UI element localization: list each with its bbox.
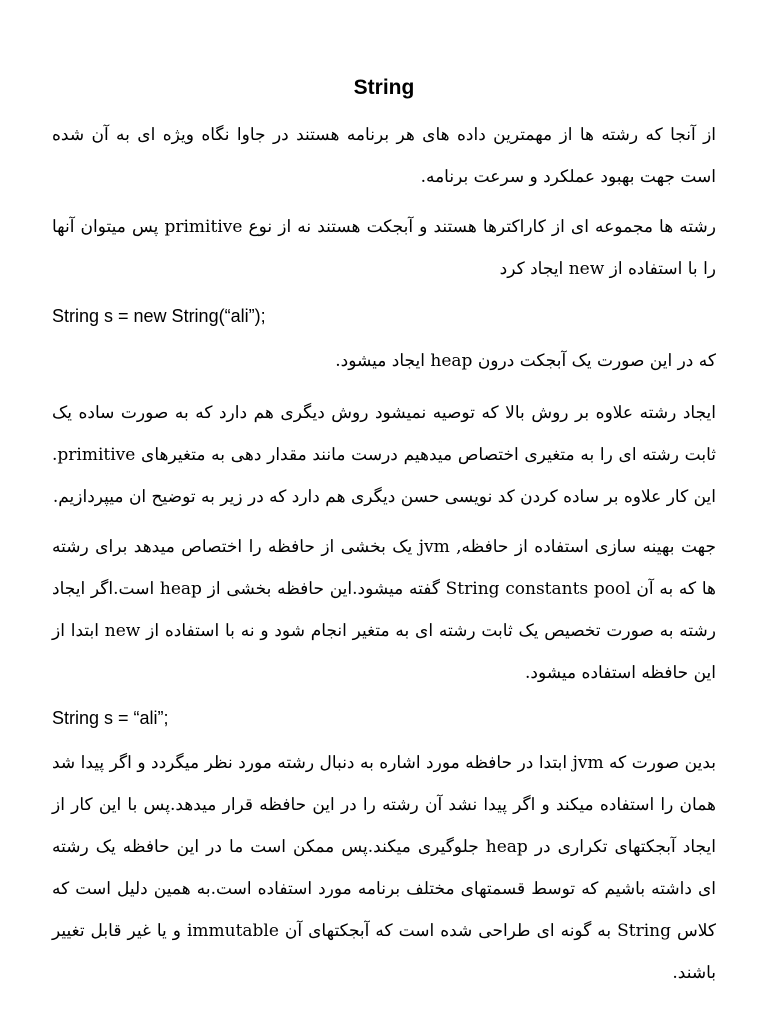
paragraph-intro: از آنجا که رشته ها از مهمترین داده های هر برنامه هستند در جاوا نگاه ویژه ای به آن شده است جهت بهبود عملکرد و سرعت برنامه. — [52, 125, 716, 187]
code-line-literal: String s = “ali”; — [52, 708, 169, 728]
paragraph-primitive: رشته ها مجموعه ای از کاراکترها هستند و آبجکت هستند نه از نوع primitive پس میتوان آنها را با استفاده از new ایجاد کرد — [52, 217, 716, 279]
paragraph-heap: که در این صورت یک آبجکت درون heap ایجاد میشود. — [335, 351, 716, 371]
code-line-new-string: String s = new String(“ali”); — [52, 306, 266, 326]
paragraph-immutable: بدین صورت که jvm ابتدا در حافظه مورد اشاره به دنبال رشته مورد نظر میگردد و اگر پیدا شد همان را استفاده میکند و اگر پیدا نشد آن رشته را در این حافظه قرار میدهد.پس با این کار از ایجاد آبجکتهای تکراری در heap جلوگیری میکند.پس ممکن است ما در این حافظه یک رشته ای داشته باشیم که توسط قسمتهای مختلف برنامه مورد استفاده است.به همین دلیل است که کلاس String به گونه ای طراحی شده است که آبجکتهای آن immutable و یا غیر قابل تغییر باشند. — [52, 753, 716, 983]
paragraph-literal: ایجاد رشته علاوه بر روش بالا که توصیه نمیشود روش دیگری هم دارد که به صورت ساده یک ثابت رشته ای را به متغیری اختصاص میدهیم درست مانند مقدار دهی به متغیرهای primitive. این کار علاوه بر ساده کردن کد نویسی حسن دیگری هم دارد که در زیر به توضیح ان میپردازیم. — [52, 403, 716, 507]
paragraph-constant-pool: جهت بهینه سازی استفاده از حافظه, jvm یک بخشی از حافظه را اختصاص میدهد برای رشته ها که به آن String constants pool گفته میشود.این حافظه بخشی از heap است.اگر ایجاد رشته به صورت تخصیص یک ثابت رشته ای به متغیر انجام شود و نه با استفاده از new ابتدا از این حافظه استفاده میشود. — [52, 537, 717, 683]
page-title: String — [353, 76, 415, 99]
